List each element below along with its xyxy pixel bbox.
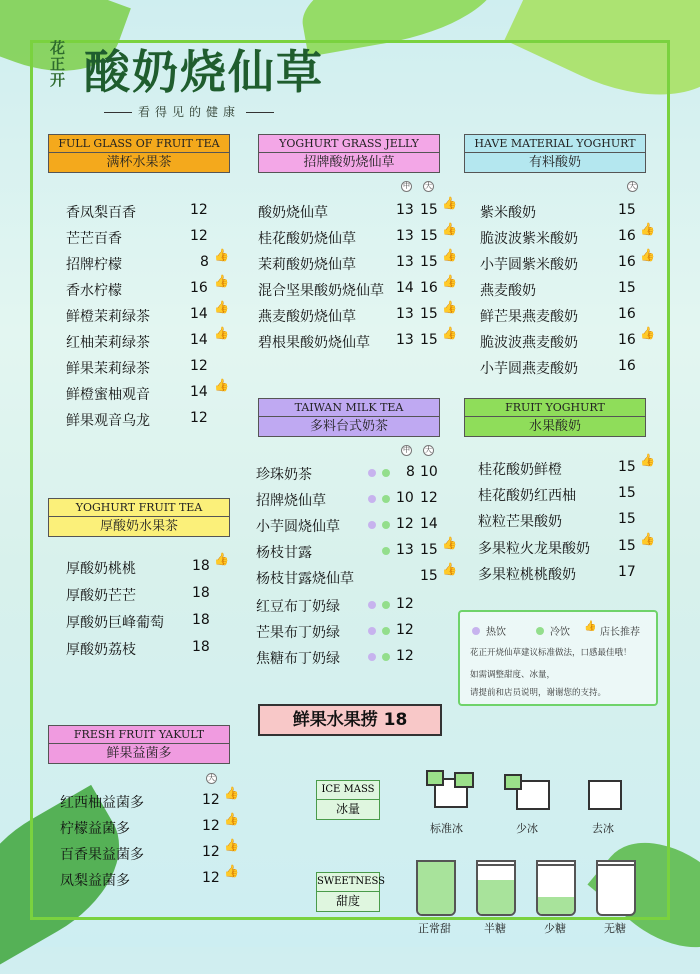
cup-lid — [476, 860, 516, 866]
item-price: 14 — [190, 384, 208, 400]
section-header-cn: 多料台式奶茶 — [258, 417, 440, 437]
section-header-fruit-tea — [48, 134, 230, 173]
size-big-marker: 大 — [425, 446, 432, 454]
thumbs-up-icon: 👍 — [640, 326, 655, 340]
item-name: 燕麦酸奶烧仙草 — [258, 309, 356, 325]
item-price: 15 — [618, 485, 636, 501]
sweetness-option-label: 少糖 — [544, 922, 566, 935]
legend-hot-label: 热饮 — [486, 627, 506, 638]
item-price: 12 — [202, 870, 220, 886]
item-price-mid: 13 — [396, 228, 414, 244]
item-name: 小芋圆燕麦酸奶 — [480, 361, 578, 377]
item-price-big: 16 — [420, 280, 438, 296]
item-name: 厚酸奶桃桃 — [66, 561, 136, 577]
size-big-marker: 大 — [425, 182, 432, 190]
thumbs-up-icon: 👍 — [442, 222, 457, 236]
legend-cold-label: 冷饮 — [550, 627, 570, 638]
section-header-cn: 水果酸奶 — [464, 417, 646, 437]
size-big-marker: 大 — [629, 182, 636, 190]
item-name: 脆波波紫米酸奶 — [480, 231, 578, 247]
item-name: 紫米酸奶 — [480, 205, 536, 221]
item-name: 凤梨益菌多 — [60, 873, 130, 889]
cup-icon — [536, 860, 576, 916]
cold-dot — [382, 469, 390, 477]
cold-dot — [382, 495, 390, 503]
item-name: 红豆布丁奶绿 — [256, 599, 340, 615]
section-header-yakult — [48, 725, 230, 764]
thumbs-up-icon: 👍 — [224, 812, 239, 826]
item-name: 鲜果茉莉绿茶 — [66, 361, 150, 377]
hot-dot — [368, 495, 376, 503]
item-name: 红西柚益菌多 — [60, 795, 144, 811]
thumbs-up-icon: 👍 — [224, 786, 239, 800]
section-header-cn: 冰量 — [316, 800, 380, 820]
section-header-yoghurt-jelly — [258, 134, 440, 173]
item-name: 鲜芒果燕麦酸奶 — [480, 309, 578, 325]
section-header-cn: 满杯水果茶 — [48, 153, 230, 173]
section-header-en: FRUIT YOGHURT — [464, 398, 646, 417]
cold-dot — [536, 627, 544, 635]
item-price: 17 — [618, 564, 636, 580]
section-header-en: YOGHURT FRUIT TEA — [48, 498, 230, 517]
thumbs-up-icon: 👍 — [214, 274, 229, 288]
ice-cube-icon — [426, 770, 444, 786]
sweetness-header — [316, 872, 385, 912]
thumbs-up-icon: 👍 — [224, 864, 239, 878]
item-price-big: 12 — [420, 490, 438, 506]
item-price-mid: 8 — [406, 464, 415, 480]
item-price: 12 — [190, 410, 208, 426]
item-name: 厚酸奶巨峰葡萄 — [66, 615, 164, 631]
cup-fill — [418, 862, 454, 914]
ice-cube-icon — [504, 774, 522, 790]
hot-dot — [472, 627, 480, 635]
legend-note: 请提前和店员说明，谢谢您的支持。 — [470, 688, 607, 698]
item-price: 12 — [396, 648, 414, 664]
ice-option-label: 标准冰 — [430, 822, 463, 835]
cup-fill — [478, 880, 514, 914]
item-price: 12 — [396, 622, 414, 638]
item-name: 杨枝甘露烧仙草 — [256, 571, 354, 587]
item-price: 18 — [192, 639, 210, 655]
item-name: 混合坚果酸奶烧仙草 — [258, 283, 384, 299]
item-price: 16 — [618, 358, 636, 374]
section-header-en: SWEETNESS — [316, 872, 380, 892]
ice-cube-icon — [454, 772, 474, 788]
item-price-mid: 14 — [396, 280, 414, 296]
thumbs-up-icon: 👍 — [640, 222, 655, 236]
cup-lid — [596, 860, 636, 866]
thumbs-up-icon: 👍 — [442, 274, 457, 288]
brand-logo: 花正开 — [50, 39, 66, 89]
cold-dot — [382, 653, 390, 661]
section-header-material-yoghurt — [464, 134, 646, 173]
section-header-en: HAVE MATERIAL YOGHURT — [464, 134, 646, 153]
item-price-big: 15 — [420, 542, 438, 558]
item-price: 16 — [618, 228, 636, 244]
page-title: 酸奶烧仙草 — [84, 45, 324, 99]
item-price: 15 — [618, 202, 636, 218]
item-price: 16 — [618, 254, 636, 270]
section-header-en: YOGHURT GRASS JELLY — [258, 134, 440, 153]
thumbs-up-icon: 👍 — [640, 453, 655, 467]
item-price: 12 — [202, 818, 220, 834]
item-name: 碧根果酸奶烧仙草 — [258, 335, 370, 351]
item-name: 脆波波燕麦酸奶 — [480, 335, 578, 351]
item-price-big: 15 — [420, 568, 438, 584]
item-name: 芒果布丁奶绿 — [256, 625, 340, 641]
section-header-fruit-yoghurt — [464, 398, 646, 437]
item-price: 12 — [396, 596, 414, 612]
item-name: 茉莉酸奶烧仙草 — [258, 257, 356, 273]
legend-note: 如需调整甜度、冰量， — [470, 670, 556, 680]
item-price: 15 — [618, 511, 636, 527]
legend-note: 花正开烧仙草建议标准做法，口感最佳哦！ — [470, 648, 632, 658]
section-header-milk-tea — [258, 398, 440, 437]
thumbs-up-icon: 👍 — [214, 378, 229, 392]
item-name: 多果粒桃桃酸奶 — [478, 567, 576, 583]
item-price: 15 — [618, 538, 636, 554]
cold-dot — [382, 601, 390, 609]
thumbs-up-icon: 👍 — [214, 552, 229, 566]
cold-dot — [382, 627, 390, 635]
ice-option-label: 去冰 — [592, 822, 614, 835]
hot-dot — [368, 521, 376, 529]
sweetness-option-label: 无糖 — [604, 922, 626, 935]
item-name: 多果粒火龙果酸奶 — [478, 541, 590, 557]
section-header-cn: 鲜果益菌多 — [48, 744, 230, 764]
section-header-cn: 厚酸奶水果茶 — [48, 517, 230, 537]
ice-mass-header — [316, 780, 380, 820]
size-big-marker: 大 — [208, 774, 215, 782]
item-price-big: 15 — [420, 228, 438, 244]
item-name: 焦糖布丁奶绿 — [256, 651, 340, 667]
thumbs-up-icon: 👍 — [214, 248, 229, 262]
item-name: 粒粒芒果酸奶 — [478, 514, 562, 530]
item-price: 18 — [192, 585, 210, 601]
item-name: 香凤梨百香 — [66, 205, 136, 221]
item-name: 桂花酸奶红西柚 — [478, 488, 576, 504]
section-header-en: FRESH FRUIT YAKULT — [48, 725, 230, 744]
item-price: 12 — [202, 792, 220, 808]
item-name: 桂花酸奶鲜橙 — [478, 462, 562, 478]
thumbs-up-icon: 👍 — [442, 300, 457, 314]
item-price-big: 15 — [420, 202, 438, 218]
cold-dot — [382, 521, 390, 529]
item-price-big: 10 — [420, 464, 438, 480]
item-price-mid: 13 — [396, 542, 414, 558]
section-header-en: FULL GLASS OF FRUIT TEA — [48, 134, 230, 153]
thumbs-up-icon: 👍 — [442, 562, 457, 576]
item-price: 12 — [190, 358, 208, 374]
item-name: 柠檬益菌多 — [60, 821, 130, 837]
item-price: 18 — [192, 612, 210, 628]
item-price: 8 — [200, 254, 209, 270]
item-name: 杨枝甘露 — [256, 545, 312, 561]
thumbs-up-icon: 👍 — [584, 621, 597, 632]
item-name: 厚酸奶荔枝 — [66, 642, 136, 658]
item-price: 14 — [190, 306, 208, 322]
thumbs-up-icon: 👍 — [224, 838, 239, 852]
section-header-cn: 招牌酸奶烧仙草 — [258, 153, 440, 173]
thumbs-up-icon: 👍 — [442, 536, 457, 550]
item-price-big: 15 — [420, 306, 438, 322]
item-price: 14 — [190, 332, 208, 348]
item-price-big: 14 — [420, 516, 438, 532]
item-name: 厚酸奶芒芒 — [66, 588, 136, 604]
hot-dot — [368, 653, 376, 661]
ice-cube-icon — [588, 780, 622, 810]
item-name: 鲜橙蜜柚观音 — [66, 387, 150, 403]
item-price-mid: 13 — [396, 306, 414, 322]
item-price: 12 — [202, 844, 220, 860]
ice-option-label: 少冰 — [516, 822, 538, 835]
item-name: 燕麦酸奶 — [480, 283, 536, 299]
item-name: 香水柠檬 — [66, 283, 122, 299]
item-name: 小芋圆烧仙草 — [256, 519, 340, 535]
cup-fill — [538, 897, 574, 914]
thumbs-up-icon: 👍 — [214, 326, 229, 340]
item-price: 16 — [618, 306, 636, 322]
item-name: 芒芒百香 — [66, 231, 122, 247]
cold-dot — [382, 547, 390, 555]
item-price: 15 — [618, 459, 636, 475]
item-price: 15 — [618, 280, 636, 296]
item-name: 小芋圆紫米酸奶 — [480, 257, 578, 273]
sweetness-option-label: 正常甜 — [418, 922, 451, 935]
item-name: 招牌烧仙草 — [256, 493, 326, 509]
item-price-big: 15 — [420, 332, 438, 348]
item-price: 12 — [190, 202, 208, 218]
cup-icon — [416, 860, 456, 916]
item-price: 18 — [192, 558, 210, 574]
section-header-en: ICE MASS — [316, 780, 380, 800]
item-price-big: 15 — [420, 254, 438, 270]
item-name: 酸奶烧仙草 — [258, 205, 328, 221]
item-price: 16 — [618, 332, 636, 348]
item-price-mid: 10 — [396, 490, 414, 506]
special-item-banner: 鲜果水果捞 18 — [258, 704, 442, 736]
hot-dot — [368, 627, 376, 635]
thumbs-up-icon: 👍 — [442, 248, 457, 262]
sweetness-option-label: 半糖 — [484, 922, 506, 935]
item-price-mid: 12 — [396, 516, 414, 532]
item-price-mid: 13 — [396, 202, 414, 218]
hot-dot — [368, 469, 376, 477]
section-header-en: TAIWAN MILK TEA — [258, 398, 440, 417]
section-header-cn: 有料酸奶 — [464, 153, 646, 173]
legend-box — [458, 610, 658, 706]
item-name: 招牌柠檬 — [66, 257, 122, 273]
cup-lid — [536, 860, 576, 866]
size-mid-marker: 中 — [403, 182, 410, 190]
item-price: 16 — [190, 280, 208, 296]
thumbs-up-icon: 👍 — [640, 532, 655, 546]
thumbs-up-icon: 👍 — [442, 196, 457, 210]
size-mid-marker: 中 — [403, 446, 410, 454]
thumbs-up-icon: 👍 — [640, 248, 655, 262]
item-name: 鲜果观音乌龙 — [66, 413, 150, 429]
item-name: 珍珠奶茶 — [256, 467, 312, 483]
page-subtitle: 看得见的健康 — [98, 103, 280, 120]
hot-dot — [368, 601, 376, 609]
section-header-yoghurt-fruit-tea — [48, 498, 230, 537]
cup-icon — [596, 860, 636, 916]
item-price-mid: 13 — [396, 254, 414, 270]
cup-icon — [476, 860, 516, 916]
item-name: 桂花酸奶烧仙草 — [258, 231, 356, 247]
item-price-mid: 13 — [396, 332, 414, 348]
thumbs-up-icon: 👍 — [442, 326, 457, 340]
section-header-cn: 甜度 — [316, 892, 380, 912]
thumbs-up-icon: 👍 — [214, 300, 229, 314]
item-price: 12 — [190, 228, 208, 244]
legend-recommend-label: 店长推荐 — [600, 627, 640, 638]
item-name: 鲜橙茉莉绿茶 — [66, 309, 150, 325]
item-name: 红柚茉莉绿茶 — [66, 335, 150, 351]
item-name: 百香果益菌多 — [60, 847, 144, 863]
